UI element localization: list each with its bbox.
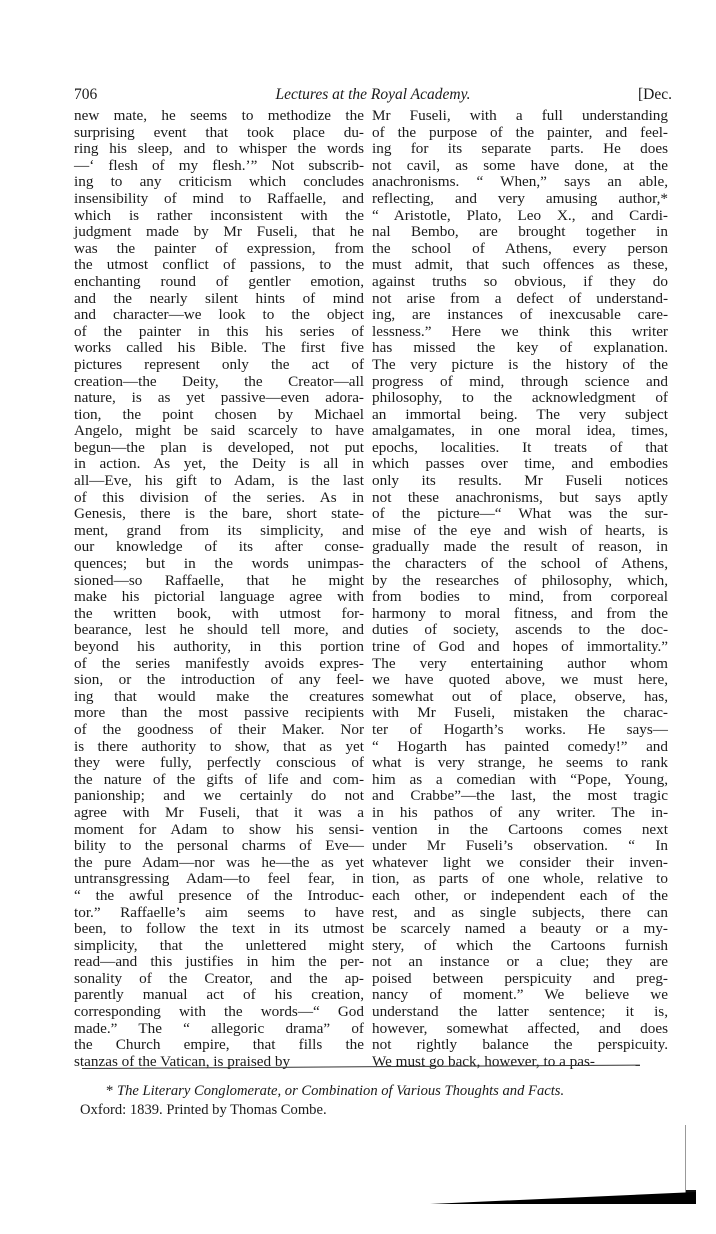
text-line: ment, grand from its simplicity, and [74,521,364,539]
text-line: him as a comedian with “Pope, Young, [372,770,668,788]
scan-shadow [430,1192,696,1204]
text-line: an immortal being. The very subject [372,405,668,423]
text-line: what is very strange, he seems to rank [372,754,668,772]
text-line: —‘ flesh of my flesh.’” Not subscrib- [74,156,364,174]
footnote-title: The Literary Conglomerate, or Combination of Various Thoughts and Facts. [116,1083,565,1099]
text-line: sonality of the Creator, and the ap- [74,969,364,987]
text-line: rest, and as single subjects, there can [372,903,668,921]
text-line: the written book, with utmost for- [74,604,364,622]
text-line: vention in the Cartoons comes next [372,820,668,838]
text-line: poised between perspicuity and preg- [372,969,668,987]
text-line: panionship; and we certainly do not [74,787,364,805]
text-line: works called his Bible. The first five [74,339,364,357]
text-line: and character—we look to the object [74,306,364,324]
text-line: epochs, localities. It treats of that [372,438,668,456]
text-line: Angelo, might be said scarcely to have [74,422,364,440]
text-line: our knowledge of its after conse- [74,538,364,556]
text-line: amalgamates, in one moral idea, times, [372,422,668,440]
text-line: each other, or independent each of the [372,886,668,904]
text-line: we have quoted above, we must here, [372,671,668,689]
text-line: not an instance or a clue; they are [372,953,668,971]
text-line: by the researches of philosophy, which, [372,571,668,589]
text-line: corresponding with the words—“ God [74,1003,364,1021]
text-line: with Mr Fuseli, mistaken the charac- [372,704,668,722]
text-line: was the painter of expression, from [74,239,364,257]
text-line: untransgressing Adam—to feel fear, in [74,870,364,888]
text-line: and Crabbe”—the last, the most tragic [372,787,668,805]
text-line: of this division of the series. As in [74,488,364,506]
text-line: sion, or the introduction of any feel- [74,671,364,689]
text-line: the pure Adam—nor was he—the as yet [74,853,364,871]
text-line: creation—the Deity, the Creator—all [74,372,364,390]
text-line: quences; but in the words unimpas- [74,555,364,573]
text-line: new mate, he seems to methodize the [74,107,364,124]
text-line: ing, are instances of inexcusable care- [372,306,668,324]
text-line: “ the awful presence of the Introduc- [74,886,364,904]
text-line: tion, as parts of one whole, relative to [372,870,668,888]
text-line: of the goodness of their Maker. Nor [74,720,364,738]
text-line: trine of God and hopes of immortality.” [372,638,668,655]
text-line: the nature of the gifts of life and com- [74,770,364,788]
text-line: duties of society, ascends to the doc- [372,621,668,639]
text-line: tion, the point chosen by Michael [74,405,364,423]
text-line: must admit, that such offences as these, [372,256,668,274]
text-line: begun—the plan is developed, not put [74,438,364,456]
text-line: The very entertaining author whom [372,654,668,672]
text-line: beyond his authority, in this portion [74,638,364,655]
left-column [74,108,364,1070]
text-line: of the painter in this his series of [74,322,364,340]
text-line: read—and this justifies in him the per- [74,953,364,971]
text-line: has missed the key of explanation. [372,339,668,357]
text-line: The very picture is the history of the [372,355,668,373]
text-line: gradually made the result of reason, in [372,538,668,556]
text-line: nancy of moment.” We believe we [372,986,668,1004]
text-line: all—Eve, his gift to Adam, is the last [74,472,364,490]
text-line: moment for Adam to show his sensi- [74,820,364,838]
text-line: nal Bembo, are brought together in [372,223,668,241]
running-head [74,86,672,108]
text-line: nature, is as yet passive—even adora- [74,389,364,407]
footnote-marker: * [106,1083,114,1099]
text-line: understand the latter sentence; it is, [372,1003,668,1021]
text-line: judgment made by Mr Fuseli, that he [74,223,364,241]
text-line: Genesis, there is the bare, short state- [74,505,364,523]
text-line: the characters of the school of Athens, [372,555,668,573]
text-line: the Church empire, that fills the [74,1036,364,1054]
text-line: from bodies to mind, from corporeal [372,588,668,606]
text-line: harmony to moral fitness, and from the [372,604,668,622]
text-line: in action. As yet, the Deity is all in [74,455,364,473]
text-line: “ Aristotle, Plato, Leo X., and Cardi- [372,206,668,224]
text-line: of the series manifestly avoids expres- [74,654,364,672]
text-line: made.” The “ allegoric drama” of [74,1019,364,1037]
text-line: parently manual act of his creation, [74,986,364,1004]
text-line: whatever light we consider their inven- [372,853,668,871]
text-line: the utmost conflict of passions, to the [74,256,364,274]
text-line: be scarcely named a beauty or a my- [372,920,668,938]
text-line: progress of mind, through science and [372,372,668,390]
text-line: “ Hogarth has painted comedy!” and [372,737,668,755]
text-line: been, to follow the text in its utmost [74,920,364,938]
running-date-mark: [Dec. [638,86,672,103]
text-line: they were fully, perfectly conscious of [74,754,364,772]
text-line: which is rather inconsistent with the [74,206,364,224]
text-line: of the picture—“ What was the sur- [372,505,668,523]
footnote-line-1 [84,1082,644,1101]
text-line: somewhat out of place, observe, has, [372,687,668,705]
text-line: ter of Hogarth’s works. He says— [372,720,668,738]
text-line: more than the most passive recipients [74,704,364,722]
text-line: stanzas of the Vatican, is praised by [74,1052,291,1070]
text-line: in his pathos of any writer. The in- [372,803,668,821]
text-line: which passes over time, and embodies [372,455,668,473]
text-line: and the nearly silent hints of mind [74,289,364,307]
text-line: Mr Fuseli, with a full understanding [372,107,668,124]
text-line: of the purpose of the painter, and feel- [372,123,668,141]
text-line: ing for its separate parts. He does [372,140,668,158]
text-line: reflecting, and very amusing author,* [372,189,668,207]
text-line: tor.” Raffaelle’s aim seems to have [74,903,364,921]
footnote-imprint: Oxford: 1839. Printed by Thomas Combe. [80,1102,327,1118]
text-line: insensibility of mind to Raffaelle, and [74,189,364,207]
running-title: Lectures at the Royal Academy. [275,86,471,103]
footnote [80,1082,644,1120]
text-line: stery, of which the Cartoons furnish [372,936,668,954]
text-line: however, somewhat affected, and does [372,1019,668,1037]
text-line: not these anachronisms, but says aptly [372,488,668,506]
text-line: anachronisms. “ When,” says an able, [372,173,668,191]
text-line: ing that would make the creatures [74,687,364,705]
text-line: pictures represent only the act of [74,355,364,373]
text-line: under Mr Fuseli’s observation. “ In [372,837,668,855]
text-line: against truths so obvious, if they do [372,272,668,290]
scan-edge-mark [685,1125,686,1193]
text-line: is there authority to show, that as yet [74,737,364,755]
text-line: philosophy, to the acknowledgment of [372,389,668,407]
text-line: make his pictorial language agree with [74,588,364,606]
text-line: not arise from a defect of understand- [372,289,668,307]
text-line: not cavil, as some have done, at the [372,156,668,174]
text-line: the school of Athens, every person [372,239,668,257]
text-line: lessness.” Here we think this writer [372,322,668,340]
text-line: ring his sleep, and to whisper the words [74,140,364,158]
text-line: enchanting round of gentler emotion, [74,272,364,290]
right-column [372,108,668,1070]
text-line: bearance, lest he should tell more, and [74,621,364,639]
text-line: agree with Mr Fuseli, that it was a [74,803,364,821]
text-line: surprising event that took place du- [74,123,364,141]
text-line: We must go back, however, to a pas- [372,1052,595,1070]
text-line: mise of the eye and wish of hearts, is [372,521,668,539]
text-line: bility to the personal charms of Eve— [74,837,364,855]
page-number: 706 [74,86,98,103]
text-line: only its results. Mr Fuseli notices [372,472,668,490]
text-line: simplicity, that the unlettered might [74,936,364,954]
text-line: not rightly balance the perspicuity. [372,1036,668,1054]
text-line: ing to any criticism which concludes [74,173,364,191]
text-line: sioned—so Raffaelle, that he might [74,571,364,589]
